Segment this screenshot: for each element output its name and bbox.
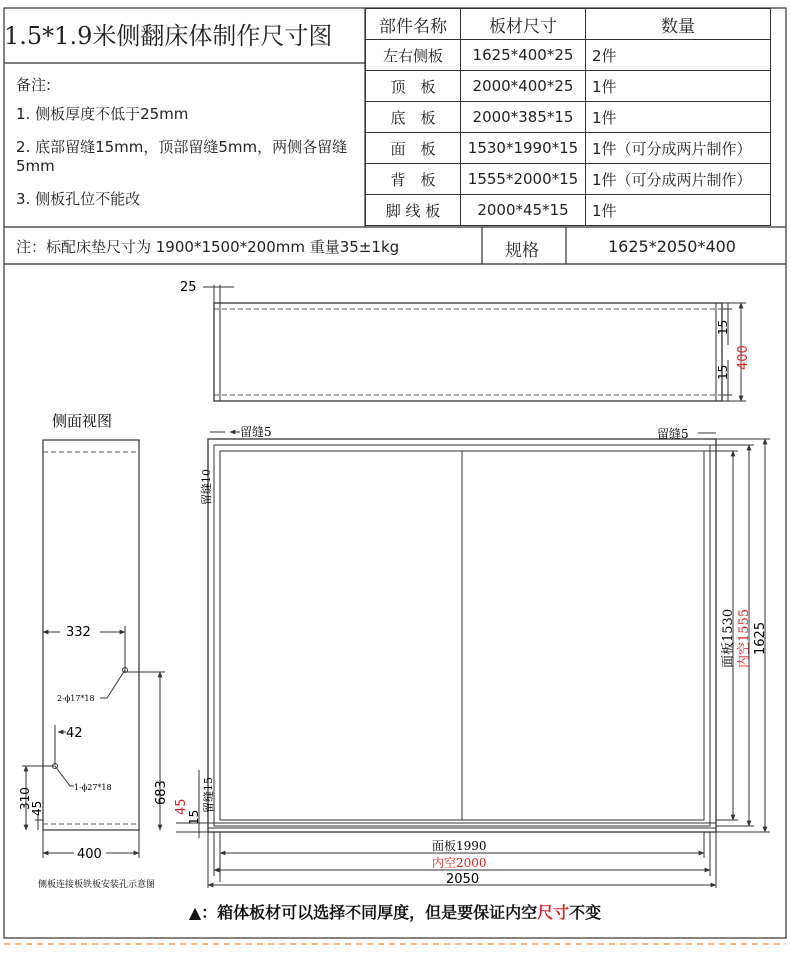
header-board-size: 板材尺寸 bbox=[461, 9, 586, 40]
top-thickness-label: 25 bbox=[180, 280, 197, 295]
bottom-note-suffix: 不变 bbox=[569, 903, 602, 922]
dim-683: 683 bbox=[154, 780, 169, 805]
dim-332: 332 bbox=[66, 625, 91, 640]
board-size: 1555*2000*15 bbox=[461, 164, 586, 195]
depth-label: 400 bbox=[736, 345, 751, 370]
mattress-note: 注：标配床垫尺寸为 1900*1500*200mm 重量35±1kg bbox=[16, 238, 400, 256]
part-name: 面 板 bbox=[366, 133, 461, 164]
gap-right-top: 留缝5 bbox=[657, 427, 689, 441]
part-name: 背 板 bbox=[366, 164, 461, 195]
top-gap-label: 15 bbox=[716, 319, 730, 335]
quantity: 1件（可分成两片制作） bbox=[586, 164, 771, 195]
spec-label: 规格 bbox=[505, 241, 539, 261]
gap-bottom: 留缝15 bbox=[202, 777, 215, 813]
dim-45-side: 45 bbox=[30, 800, 44, 816]
top-view bbox=[180, 280, 751, 401]
board-size: 2000*400*25 bbox=[461, 71, 586, 102]
dim-310: 310 bbox=[18, 787, 32, 810]
note-item: 1. 侧板厚度不低于25mm bbox=[16, 105, 189, 123]
quantity: 1件（可分成两片制作） bbox=[586, 133, 771, 164]
inner-height: 内空1555 bbox=[737, 608, 752, 668]
quantity: 1件 bbox=[586, 102, 771, 133]
panel-height: 面板1530 bbox=[721, 608, 736, 668]
total-width: 2050 bbox=[446, 872, 480, 887]
page-title: 1.5*1.9米侧翻床体制作尺寸图 bbox=[4, 22, 333, 50]
hole-a-label: 2-ϕ17*18 bbox=[57, 694, 95, 703]
board-size: 1625*400*25 bbox=[461, 40, 586, 71]
side-view bbox=[18, 412, 169, 890]
header-part-name: 部件名称 bbox=[366, 9, 461, 40]
board-size: 2000*45*15 bbox=[461, 195, 586, 226]
bottom-note-highlight: 尺寸 bbox=[537, 903, 570, 922]
quantity: 1件 bbox=[586, 71, 771, 102]
board-size: 2000*385*15 bbox=[461, 102, 586, 133]
quantity: 1件 bbox=[586, 195, 771, 226]
dim-42: 42 bbox=[66, 726, 83, 741]
note-item: 3. 侧板孔位不能改 bbox=[16, 190, 141, 208]
dim-400-side: 400 bbox=[77, 847, 102, 862]
note-item: 2. 底部留缝15mm，顶部留缝5mm，两侧各留缝5mm bbox=[16, 138, 348, 175]
total-height: 1625 bbox=[753, 621, 768, 655]
side-view-title: 侧面视图 bbox=[52, 412, 113, 430]
part-name: 顶 板 bbox=[366, 71, 461, 102]
hole-b-label: 1-ϕ27*18 bbox=[74, 783, 112, 792]
gap-left-top: 留缝5 bbox=[240, 425, 272, 439]
board-size: 1530*1990*15 bbox=[461, 133, 586, 164]
front-view bbox=[174, 424, 770, 888]
part-name: 左右侧板 bbox=[366, 40, 461, 71]
part-name: 脚 线 板 bbox=[366, 195, 461, 226]
header-quantity: 数量 bbox=[586, 9, 771, 40]
bottom-gap-label: 15 bbox=[716, 364, 730, 380]
spec-value: 1625*2050*400 bbox=[608, 237, 736, 256]
inner-width: 内空2000 bbox=[432, 856, 487, 870]
gap-left: 留缝10 bbox=[200, 469, 213, 505]
dim-15-front: 15 bbox=[187, 809, 201, 825]
side-caption: 侧板连接板铁板安装孔示意图 bbox=[38, 880, 156, 890]
panel-width: 面板1990 bbox=[432, 839, 487, 853]
part-name: 底 板 bbox=[366, 102, 461, 133]
bottom-note bbox=[0, 900, 790, 923]
quantity: 2件 bbox=[586, 40, 771, 71]
dim-45-front: 45 bbox=[174, 798, 189, 815]
bottom-note-prefix: ▲：箱体板材可以选择不同厚度，但是要保证内空 bbox=[188, 903, 538, 922]
notes-heading: 备注: bbox=[16, 76, 52, 94]
top-view-outline bbox=[214, 303, 722, 401]
